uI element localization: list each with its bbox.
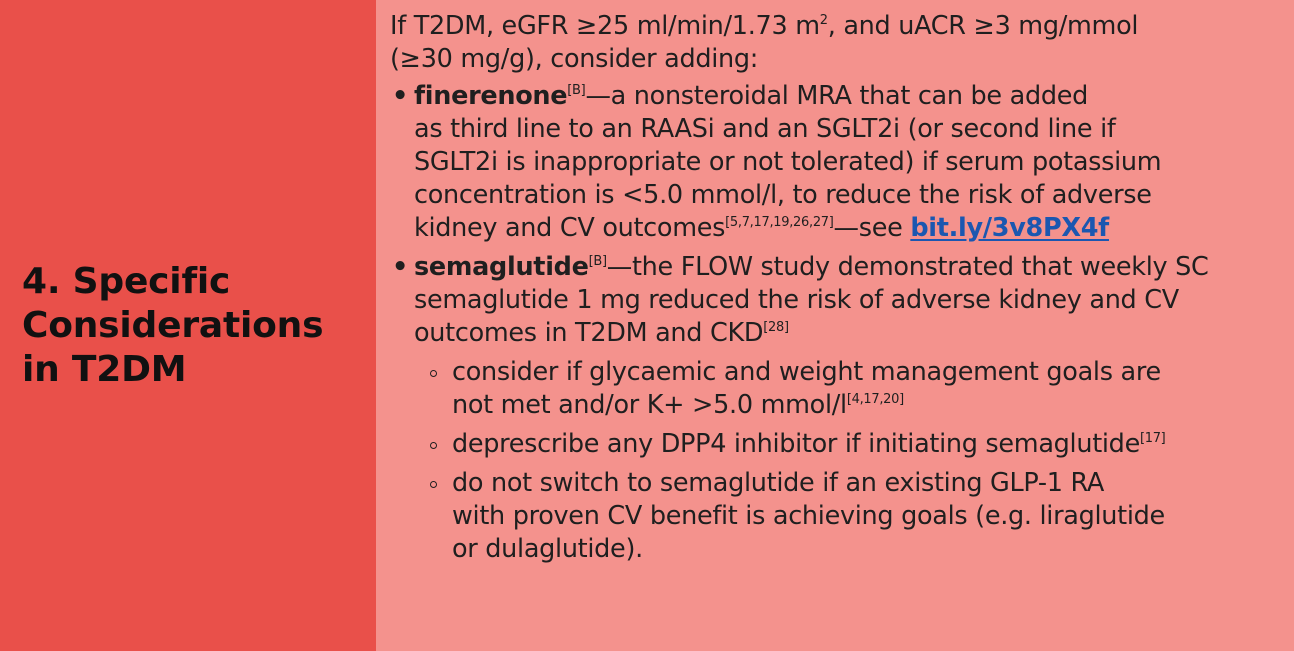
semaglutide-line-3 xyxy=(414,317,1290,350)
sub-item-do-not-switch xyxy=(390,467,1290,566)
semaglutide-grade: [B] xyxy=(588,254,607,269)
finerenone-link[interactable]: bit.ly/3v8PX4f xyxy=(910,213,1109,243)
semaglutide-references: [28] xyxy=(763,320,789,335)
intro-paragraph xyxy=(390,10,1290,76)
sub-item-deprescribe-references: [17] xyxy=(1139,431,1166,446)
sub-item-switch-line-2: with proven CV benefit is achieving goals (e.g. liraglutide xyxy=(452,501,1165,531)
sub-item-consider-text-2: not met and/or K+ >5.0 mmol/l xyxy=(452,390,847,420)
bullet-icon: • xyxy=(392,252,408,282)
content-panel xyxy=(376,0,1294,651)
intro-line-1-text: If T2DM, eGFR ≥25 ml/min/1.73 m xyxy=(390,11,820,41)
semaglutide-text-1: —the FLOW study demonstrated that weekly SC xyxy=(606,252,1209,282)
superscript-2: 2 xyxy=(819,13,828,28)
semaglutide-line-2: semaglutide 1 mg reduced the risk of adverse kidney and CV xyxy=(414,285,1179,315)
list-item-semaglutide xyxy=(390,251,1290,350)
finerenone-text-5: kidney and CV outcomes xyxy=(414,213,726,243)
sub-item-consider xyxy=(390,356,1290,422)
section-title-line-3: in T2DM xyxy=(22,348,187,390)
finerenone-text-1: —a nonsteroidal MRA that can be added xyxy=(585,81,1088,111)
finerenone-line-3: SGLT2i is inappropriate or not tolerated) if serum potassium xyxy=(414,147,1162,177)
semaglutide-term: semaglutide xyxy=(414,252,589,282)
section-panel xyxy=(0,0,376,651)
section-title-line-2: Considerations xyxy=(22,304,324,346)
intro-line-1 xyxy=(390,10,1290,43)
section-title-line-1: 4. Specific xyxy=(22,260,231,302)
finerenone-line-5 xyxy=(414,212,1290,245)
section-title xyxy=(22,260,323,392)
sub-item-consider-references: [4,17,20] xyxy=(846,392,904,407)
finerenone-line-4: concentration is <5.0 mmol/l, to reduce the risk of adverse xyxy=(414,180,1152,210)
intro-line-2: (≥30 mg/g), consider adding: xyxy=(390,44,759,74)
finerenone-line-1 xyxy=(414,80,1290,113)
intro-line-1-suffix: , and uACR ≥3 mg/mmol xyxy=(827,11,1139,41)
sub-item-deprescribe xyxy=(390,428,1290,461)
bullet-icon: • xyxy=(392,81,408,111)
ring-bullet-icon xyxy=(430,442,437,449)
finerenone-line-2: as third line to an RAASi and an SGLT2i (or second line if xyxy=(414,114,1116,144)
sub-item-switch-line-3: or dulaglutide). xyxy=(452,534,643,564)
ring-bullet-icon xyxy=(430,481,437,488)
sub-item-switch-line-1: do not switch to semaglutide if an existing GLP-1 RA xyxy=(452,468,1105,498)
semaglutide-line-1 xyxy=(414,251,1290,284)
sub-item-deprescribe-line-1 xyxy=(452,428,1290,461)
finerenone-references: [5,7,17,19,26,27] xyxy=(725,215,834,230)
list-item-finerenone xyxy=(390,80,1290,245)
sub-item-consider-line-2 xyxy=(452,389,1290,422)
sub-item-consider-line-1: consider if glycaemic and weight management goals are xyxy=(452,357,1161,387)
finerenone-term: finerenone xyxy=(414,81,568,111)
finerenone-see: —see xyxy=(833,213,911,243)
sub-item-deprescribe-text: deprescribe any DPP4 inhibitor if initiating semaglutide xyxy=(452,429,1140,459)
semaglutide-text-3: outcomes in T2DM and CKD xyxy=(414,318,764,348)
content-body xyxy=(390,10,1290,572)
finerenone-grade: [B] xyxy=(567,83,586,98)
ring-bullet-icon xyxy=(430,370,437,377)
